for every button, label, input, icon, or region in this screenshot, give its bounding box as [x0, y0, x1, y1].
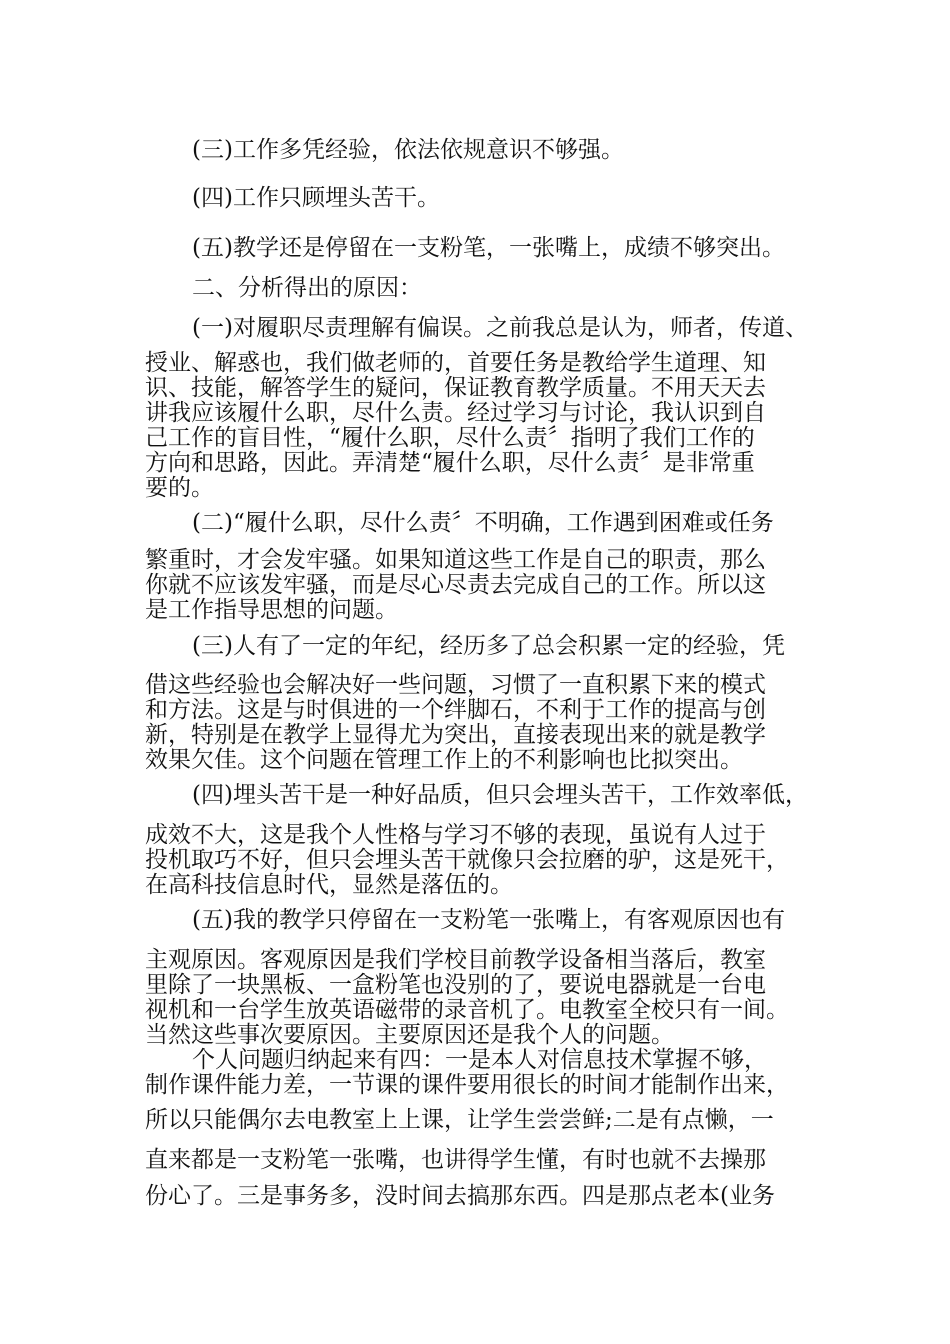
- text-line: 讲我应该履什么职，尽什么责。经过学习与讨论，我认识到自: [145, 400, 766, 426]
- text-line: (四)工作只顾埋头苦干。: [192, 185, 440, 211]
- text-line: 授业、解惑也，我们做老师的，首要任务是教给学生道理、知: [145, 350, 766, 376]
- text-line: 要的。: [145, 475, 214, 501]
- text-line: (二)“履什么职，尽什么责〞不明确，工作遇到困难或任务: [192, 510, 774, 536]
- text-line: (三)人有了一定的年纪，经历多了总会积累一定的经验，凭: [192, 633, 785, 659]
- text-line: 视机和一台学生放英语磁带的录音机了。电教室全校只有一间。: [145, 997, 789, 1023]
- section-heading: 二、分析得出的原因：: [192, 275, 422, 301]
- text-line: 里除了一块黑板、一盒粉笔也没别的了，要说电器就是一台电: [145, 972, 766, 998]
- text-line: 和方法。这是与时俱进的一个绊脚石，不利于工作的提高与创: [145, 697, 766, 723]
- text-line: 是工作指导思想的问题。: [145, 597, 398, 623]
- text-line: 当然这些事次要原因。主要原因还是我个人的问题。: [145, 1022, 674, 1048]
- text-line: 借这些经验也会解决好一些问题，习惯了一直积累下来的模式: [145, 672, 766, 698]
- text-line: 主观原因。客观原因是我们学校目前教学设备相当落后，教室: [145, 947, 766, 973]
- text-line: 方向和思路，因此。弄清楚“履什么职，尽什么责〞是非常重: [145, 450, 755, 476]
- text-line: 在高科技信息时代，显然是落伍的。: [145, 872, 513, 898]
- text-line: 新，特别是在教学上显得尤为突出，直接表现出来的就是教学: [145, 722, 766, 748]
- text-line: 投机取巧不好，但只会埋头苦干就像只会拉磨的驴，这是死干，: [145, 847, 789, 873]
- text-line: 你就不应该发牢骚，而是尽心尽责去完成自己的工作。所以这: [145, 572, 766, 598]
- text-line: (四)埋头苦干是一种好品质，但只会埋头苦干，工作效率低，: [192, 782, 808, 808]
- text-line: 识、技能，解答学生的疑问，保证教育教学质量。不用天天去: [145, 375, 766, 401]
- text-line: 制作课件能力差，一节课的课件要用很长的时间才能制作出来，: [145, 1072, 789, 1098]
- text-line: 繁重时，才会发牢骚。如果知道这些工作是自己的职责，那么: [145, 547, 766, 573]
- text-line: 所以只能偶尔去电教室上上课，让学生尝尝鲜;二是有点懒，一: [145, 1107, 774, 1133]
- text-line: (三)工作多凭经验，依法依规意识不够强。: [192, 137, 624, 163]
- text-line: 己工作的盲目性，“履什么职，尽什么责〞指明了我们工作的: [145, 425, 755, 451]
- text-line: 个人问题归纳起来有四：一是本人对信息技术掌握不够，: [192, 1047, 767, 1073]
- text-line: 直来都是一支粉笔一张嘴，也讲得学生懂，有时也就不去操那: [145, 1147, 766, 1173]
- text-line: 成效不大，这是我个人性格与学习不够的表现，虽说有人过于: [145, 822, 766, 848]
- text-line: (一)对履职尽责理解有偏误。之前我总是认为，师者，传道、: [192, 315, 808, 341]
- text-line: 效果欠佳。这个问题在管理工作上的不利影响也比拟突出。: [145, 747, 743, 773]
- text-line: (五)我的教学只停留在一支粉笔一张嘴上，有客观原因也有: [192, 907, 785, 933]
- text-line: (五)教学还是停留在一支粉笔，一张嘴上，成绩不够突出。: [192, 235, 785, 261]
- text-line: 份心了。三是事务多，没时间去搞那东西。四是那点老本(业务: [145, 1183, 775, 1209]
